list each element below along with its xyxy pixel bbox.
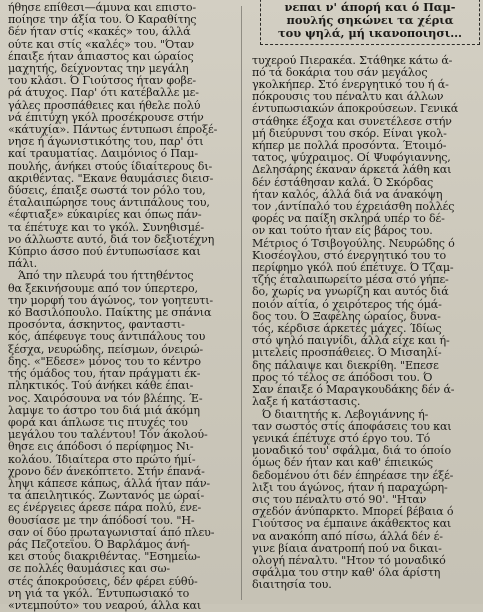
right-text-column bbox=[246, 0, 483, 604]
text-line: γκολκήπερ. Στό ένεργητικό του ή ά- bbox=[252, 78, 449, 92]
left-text-column bbox=[2, 0, 239, 612]
text-line: μή διεύρυνσι του σκόρ. Είναι γκολ- bbox=[252, 126, 447, 140]
text-line: τός, κέρδισε άρκετές μάχες. Ίδίως bbox=[252, 322, 442, 336]
text-line: χρονο δέν άνεκόπτετο. Στήν έπανά- bbox=[8, 464, 205, 478]
text-line: του κλάσι. Ό Γιούτσος ήταν φοβε- bbox=[8, 74, 197, 88]
text-line: Κιοσέογλου, στό ένεργητικό του το bbox=[252, 248, 446, 262]
text-line: μοναδικό του' σφάλμα, διά το όποίο bbox=[252, 444, 452, 458]
text-line: ράς Πεζοτεΐου. Ό Βαρλάμος άνή- bbox=[8, 537, 190, 551]
text-line: τον ,άντίπαλό του έχρειάσθη πολλές bbox=[252, 200, 455, 214]
caption-box-border bbox=[260, 0, 480, 45]
text-line: μεγάλου του ταλέντου! Τόν άκολού- bbox=[8, 428, 208, 442]
text-line: νο άλλωστε αυτό, διά τον δεξιοτέχνη bbox=[8, 232, 215, 246]
text-line: «κάτυχία». Πάντως έντυπωσι έπροξέ- bbox=[8, 123, 218, 137]
text-line: λαμψε το άστρο του διά μιά άκόμη bbox=[8, 403, 200, 417]
text-line: δος του. Ό Ξαφέλης ώραίος, δυνα- bbox=[252, 309, 441, 323]
text-line: προς τό τέλος σε άπόδοσι του. Ό bbox=[252, 370, 433, 384]
text-line: λαξε ή κατάστασις. bbox=[252, 395, 361, 409]
text-line: ήταν καλός, άλλά διά να άνακόψη bbox=[252, 187, 443, 201]
text-line: Μέτριος ό Τσιβογούλης. Νευρώδης ό bbox=[252, 236, 455, 250]
text-line: δης πάλαιψε και διεκρίθη. "Επεσε bbox=[252, 358, 439, 372]
text-line: Ό διαιτητής κ. Λεβογιάννης ή- bbox=[262, 407, 429, 421]
text-line: στές άποκρούσεις, δέν φέρει εύθύ- bbox=[8, 574, 198, 588]
text-line: ρά άτυχος. Παρ' ότι κατέβαλλε με- bbox=[8, 86, 199, 100]
text-line: τα έπέτυχε και το γκόλ. Συνηθισμέ- bbox=[8, 220, 204, 234]
text-line: νά έπιτύχη γκόλ προσέκρουσε στήν bbox=[8, 110, 204, 124]
text-line: κήπερ με πολλά προσόντα. Έτοιμό- bbox=[252, 139, 447, 153]
text-line: κό Βασιλόπουλο. Παίκτης με σπάνια bbox=[8, 306, 212, 320]
column-divider bbox=[241, 6, 242, 600]
text-line: έταλαιπώρησε τους άντιπάλους του, bbox=[8, 196, 210, 210]
text-line: τα άπειλητικός. Ζωντανός με ώραί- bbox=[8, 489, 205, 503]
text-line: ες ένέργειες άρεσε πάρα πολύ, ένε- bbox=[8, 501, 202, 515]
text-line: πουλής, άνήκει στούς ίδιαίτερους δι- bbox=[8, 159, 213, 173]
text-line: νος. Χαιρόσουνα να τόν βλέπης. Έ- bbox=[8, 391, 203, 405]
text-line: «ντεμπούτο» του νεαρού, άλλα και bbox=[8, 598, 202, 612]
text-line: όμως δέν ήταν και καθ' έπιεικώς bbox=[252, 456, 433, 470]
text-line: νησε ή άγωνιστικότης του, παρ' ότι bbox=[8, 135, 204, 149]
text-line: ταν σωστός στίς άποφάσεις του και bbox=[252, 419, 452, 433]
text-line: έπαιξε ήταν άπιαστος και ώραίος bbox=[8, 49, 194, 63]
text-line: σε πολλές θαυμάσιες και σω- bbox=[8, 562, 171, 576]
text-line: Δελησάρης έκαναν άρκετά λάθη και bbox=[252, 163, 452, 177]
text-line: θησε εις άπόδοσι ό περίφημος Νι- bbox=[8, 440, 194, 454]
text-line: πάλι. bbox=[8, 257, 37, 271]
text-line: σχεδόν άνύπαρκτο. Μπορεί βέβαια ό bbox=[252, 505, 454, 519]
text-line: πληκτικός. Τού άνήκει κάθε έπαι- bbox=[8, 379, 194, 393]
text-line: Άπό την πλευρά του ήττηθέντος bbox=[18, 269, 194, 283]
text-line: τζής έταλαιπωρείτο μέσα στό γήπε- bbox=[252, 273, 449, 287]
right-text-body bbox=[252, 55, 479, 592]
caption-box bbox=[260, 0, 480, 45]
text-line: θα ξεκινήσουμε από τον ύπερτερο, bbox=[8, 281, 198, 295]
text-line: ολογή πέναλτυ. "Ητον τό μοναδικό bbox=[252, 553, 446, 567]
text-line: ξέσχα, νευρώδης, πείσμων, όνειρώ- bbox=[8, 342, 203, 356]
text-line: μιτελείς προσπάθειες. Ό Μισαηλί- bbox=[252, 346, 442, 360]
text-line: τυχερού Πιερακέα. Στάθηκε κάτω ά- bbox=[252, 53, 453, 67]
text-line: ποιόν αίτία, ό χειρότερος τής όμά- bbox=[252, 297, 442, 311]
text-line: προσόντα, άσκηντος, φανταστι- bbox=[8, 318, 185, 332]
text-line: θουσίασε με την άπόδοσί του. "Η- bbox=[8, 513, 195, 527]
text-line: να ανακόπη από πίσω, άλλά δέν έ- bbox=[252, 529, 443, 543]
text-line: γενικά έπέτυχε στό έργο του. Τό bbox=[252, 431, 431, 445]
text-line: ούτε και στίς «καλές» του. "Όταν bbox=[8, 37, 195, 51]
text-line: λιξι του άγώνος, ήταν ή παραχώρη- bbox=[252, 480, 448, 494]
text-line: «έφτιαξε» εύκαιρίες και όπως πάν- bbox=[8, 208, 202, 222]
text-line: φορά και άπλωσε τις πτυχές του bbox=[8, 415, 188, 429]
text-line: κει στούς διακριθέντας. "Εσημείω- bbox=[8, 550, 201, 564]
text-line: τατος, ψύχραιμος. Οί Ψυφόγιαννης, bbox=[252, 151, 451, 165]
text-line: ποίησε την άξία του. Ό Καραθίτης bbox=[8, 13, 197, 27]
text-line: σις του πέναλτυ στό 90'. "Ηταν bbox=[252, 492, 427, 506]
text-line: πόκρουσις του πέναλτυ και άλλων bbox=[252, 90, 444, 104]
text-line: δης. «"Εδεσε» μόνος του το κέντρο bbox=[8, 354, 201, 368]
text-line: δύσεις, έπαιξε σωστά τον ρόλο του, bbox=[8, 184, 206, 198]
text-line: διαιτησία του. bbox=[252, 578, 332, 592]
text-line: ληψι κάπεσε κάπως, άλλά ήταν πάν- bbox=[8, 476, 211, 490]
text-line: στό ψηλό παιγνίδι, άλλά είχε και ή- bbox=[252, 334, 450, 348]
text-line: στάθηκε έξοχα και συνετέλεσε στήν bbox=[252, 114, 452, 128]
caption-line: του ψηλά, μή ικανοποιησι... bbox=[278, 26, 462, 41]
text-line: νη γιά τα γκόλ. Έντυπωσιακό το bbox=[8, 586, 190, 600]
text-line: Γιούτσος να έμπαινε άκάθεκτος και bbox=[252, 517, 452, 531]
text-line: καί τραυματίας. Δαιμόνιος ό Παμ- bbox=[8, 147, 198, 161]
text-line: ακριθέντας. "Εκανε θαυμάσιες διεισ- bbox=[8, 171, 214, 185]
text-line: περίφημο γκόλ πού έπέτυχε. Ό Τζαμ- bbox=[252, 261, 454, 275]
text-line: πό τά δοκάρια του σάν μεγάλος bbox=[252, 65, 428, 79]
text-line: την μορφή του άγώνος, τον γοητευτι- bbox=[8, 293, 214, 307]
text-line: Σαν έπαιξε ό Μαραγκουδάκης δέν ά- bbox=[252, 383, 455, 397]
text-line: Κύπριο άσσο πού έντυπωσίασε και bbox=[8, 245, 201, 259]
text-line: κολάου. Ίδιαίτερα στο πρώτο ήμί- bbox=[8, 452, 196, 466]
text-line: έντυπωσιακών άποκρούσεων. Γενικά bbox=[252, 102, 459, 116]
text-line: μαχητής, δείχνοντας την μεγάλη bbox=[8, 62, 189, 76]
text-line: ον και τούτο ήταν είς βάρος του. bbox=[252, 224, 433, 238]
text-line: σφάλμα του στην καθ' όλα άρίστη bbox=[252, 566, 441, 580]
text-line: δο, χωρίς να γνωρίζη και αυτός διά bbox=[252, 285, 449, 299]
text-line: γάλες προσπάθειες και ήθελε πολύ bbox=[8, 98, 201, 112]
text-line: σαν οί δύο πρωταγωνισταί άπό πλευ- bbox=[8, 525, 215, 539]
text-line: δεδομένου ότι δέν έπηρέασε την έξέ- bbox=[252, 468, 454, 482]
caption-line: πουλής σηκώνει τα χέρια bbox=[286, 13, 454, 28]
caption-line: νεπαι ν' άπορή και ό Παμ- bbox=[284, 0, 456, 14]
text-line: κός, άπέφευγε τους άντιπάλους του bbox=[8, 330, 206, 344]
text-line: φορές να παίξη σκληρά υπέρ το δέ- bbox=[252, 212, 445, 226]
text-line: δέν έστάθησαν καλά. Ό Σκόρδας bbox=[252, 175, 434, 189]
text-line: γινε βίαια άνατροπή πού να δικαι- bbox=[252, 541, 442, 555]
text-line: δέν ήταν στίς «κακές» του, άλλά bbox=[8, 25, 191, 39]
text-line: ήθησε επίθεσι—άμυνα και επιστο- bbox=[8, 1, 197, 14]
text-line: τής όμάδος του, ήταν πράγματι έκ- bbox=[8, 367, 201, 381]
